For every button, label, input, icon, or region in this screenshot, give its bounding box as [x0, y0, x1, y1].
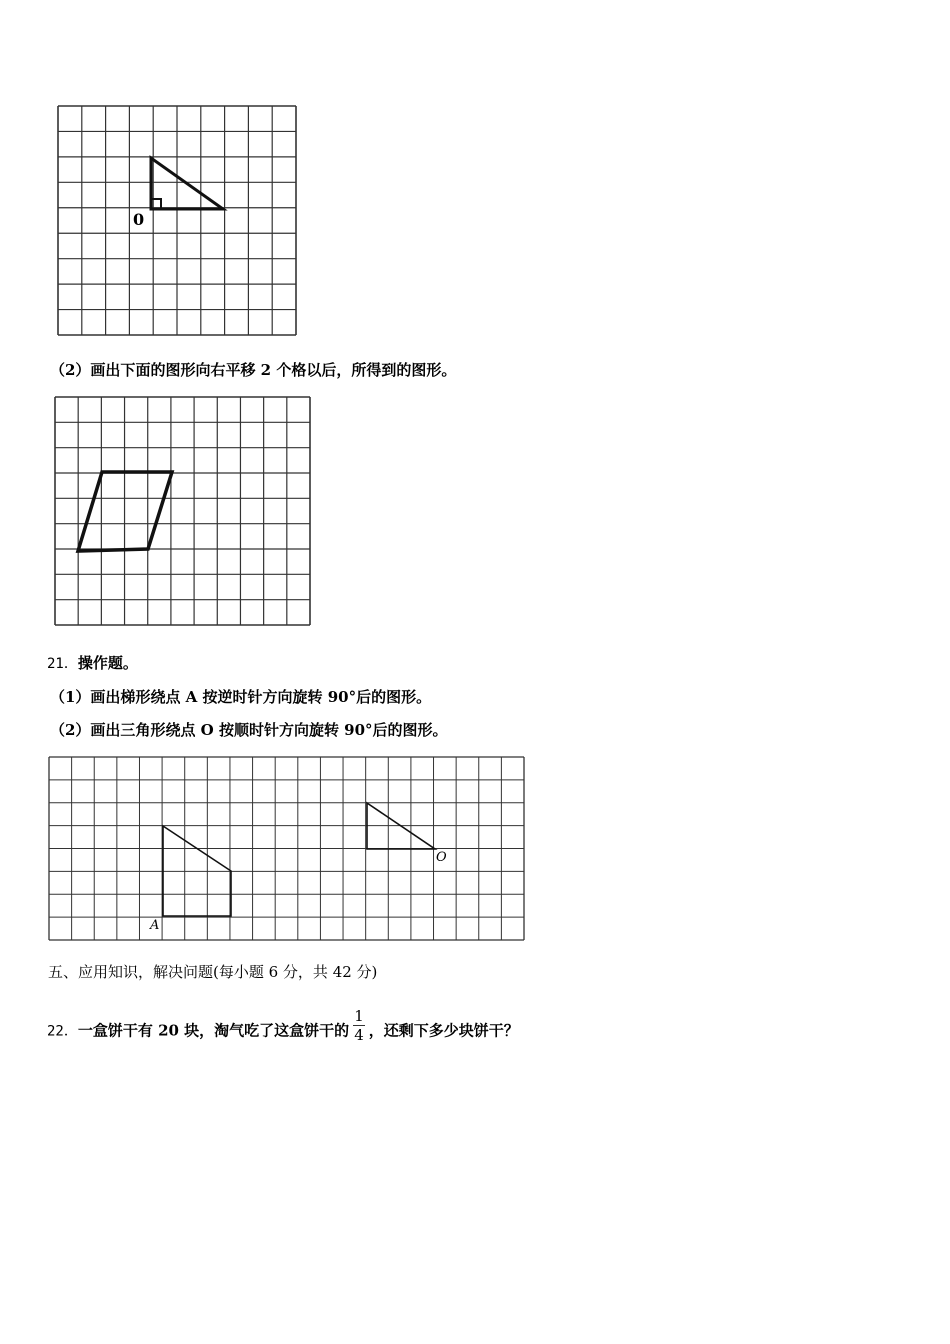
point-o-label-fig1: 0: [133, 210, 145, 229]
q22-text-before: 一盒饼干有 20 块，淘气吃了这盒饼干的: [77, 1021, 350, 1040]
q21-sub1: （1）画出梯形绕点 A 按逆时针方向旋转 90°后的图形。: [50, 688, 432, 706]
question-title: 操作题。: [77, 654, 138, 672]
part2-instruction: （2）画出下面的图形向右平移 2 个格以后，所得到的图形。: [50, 361, 457, 379]
fraction-denominator: 4: [354, 1026, 364, 1044]
point-a-label: A: [150, 918, 160, 933]
grid-3: [49, 757, 524, 940]
fraction-numerator: 1: [354, 1007, 364, 1025]
question-22: [47, 1007, 519, 1050]
question-number: 21．: [47, 656, 78, 672]
point-o-label: O: [436, 850, 447, 865]
q22-text-after: ，还剩下多少块饼干？: [368, 1021, 519, 1040]
question-number: 22．: [47, 1023, 78, 1040]
section-5-title: 五、应用知识，解决问题(每小题 6 分，共 42 分): [48, 963, 378, 981]
q21-sub2: （2）画出三角形绕点 O 按顺时针方向旋转 90°后的图形。: [50, 721, 448, 739]
fraction: [353, 1007, 365, 1044]
